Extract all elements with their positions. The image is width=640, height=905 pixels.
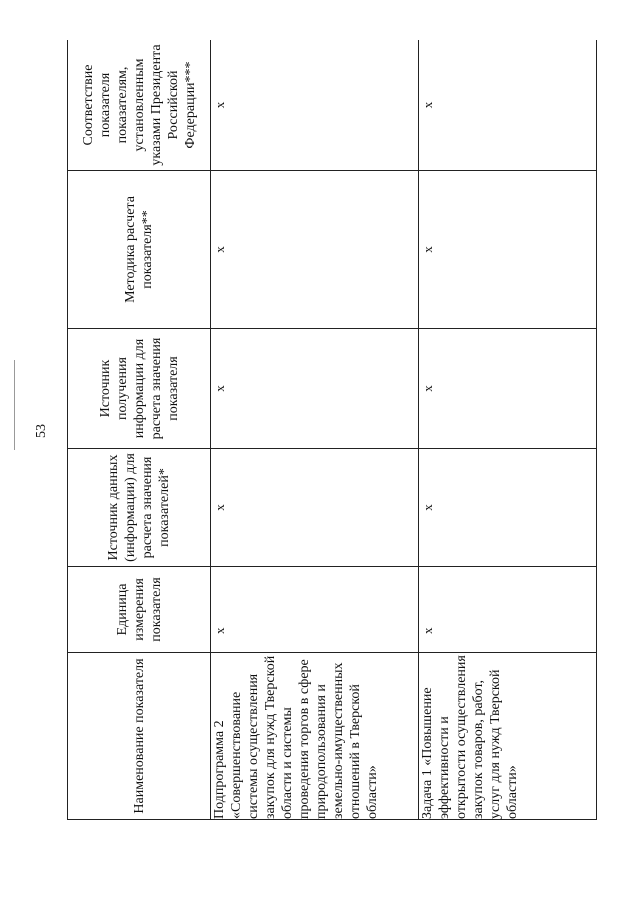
header-cell: Соответствие показателя показателям, установленным указами Президента Российской Федерации*** <box>68 40 211 171</box>
info-source-cell: х <box>211 329 419 449</box>
header-cell: Единица измерения показателя <box>68 567 211 653</box>
indicator-name-cell: Подпрограмма 2 «Совершенствование системы осуществления закупок для нужд Тверской области и системы проведения торгов в сфере природопользования и земельно-имущественных отношений в Тверской области» <box>211 653 419 820</box>
table-row <box>211 40 419 820</box>
header-cell: Источник данных (информации) для расчета значения показателей* <box>68 449 211 567</box>
info-source-cell: х <box>419 329 597 449</box>
data-source-cell: х <box>211 449 419 567</box>
unit-cell: х <box>211 567 419 653</box>
compliance-cell: х <box>419 40 597 171</box>
compliance-cell: х <box>211 40 419 171</box>
indicator-name-cell: Задача 1 «Повышение эффективности и открытости осуществления закупок товаров, работ, услуг для нужд Тверской области» <box>419 653 597 820</box>
unit-cell: х <box>419 567 597 653</box>
table-row <box>419 40 597 820</box>
header-cell: Методика расчета показателя** <box>68 171 211 329</box>
table-header-row <box>68 40 211 820</box>
header-cell: Источник получения информации для расчета значения показателя <box>68 329 211 449</box>
scan-edge-mark <box>14 360 15 450</box>
method-cell: х <box>211 171 419 329</box>
table-stage <box>67 40 597 820</box>
method-cell: х <box>419 171 597 329</box>
data-source-cell: х <box>419 449 597 567</box>
header-cell: Наименование показателя <box>68 653 211 820</box>
page-number: 53 <box>34 424 49 438</box>
indicators-table <box>67 40 597 820</box>
